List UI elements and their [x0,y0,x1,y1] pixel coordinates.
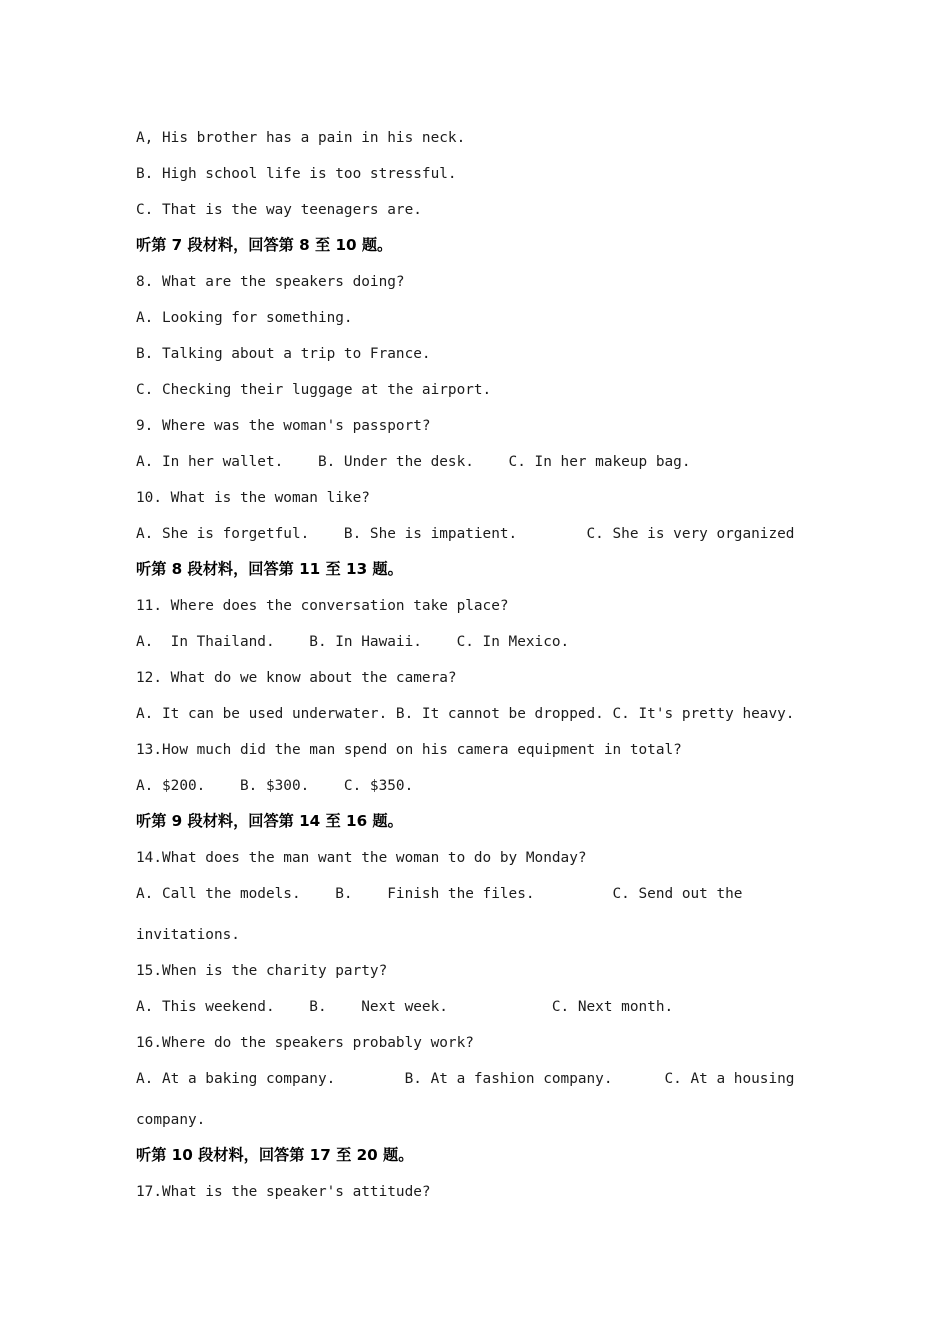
question-line: 12. What do we know about the camera? [136,670,457,686]
option-line: B. Talking about a trip to France. [136,346,431,362]
question-line: 11. Where does the conversation take place? [136,598,509,614]
option-line: A. This weekend. B. Next week. C. Next month. [136,999,674,1015]
option-line: invitations. [136,927,240,943]
option-line: A. At a baking company. B. At a fashion company. C. At a housing [136,1071,795,1087]
option-line: A. Looking for something. [136,310,353,326]
option-line: company. [136,1112,206,1128]
option-line: C. Checking their luggage at the airport. [136,382,492,398]
option-line: A. In Thailand. B. In Hawaii. C. In Mexico. [136,634,570,650]
question-line: 16.Where do the speakers probably work? [136,1035,474,1051]
section-heading: 听第 7 段材料，回答第 8 至 10 题。 [136,236,393,254]
option-line: A. She is forgetful. B. She is impatient. C. She is very organized [136,526,795,542]
question-line: 9. Where was the woman's passport? [136,418,431,434]
option-line: A. In her wallet. B. Under the desk. C. In her makeup bag. [136,454,691,470]
question-line: 10. What is the woman like? [136,490,370,506]
question-line: 8. What are the speakers doing? [136,274,405,290]
option-line: A, His brother has a pain in his neck. [136,130,466,146]
question-line: 14.What does the man want the woman to do by Monday? [136,850,587,866]
question-line: 15.When is the charity party? [136,963,388,979]
option-line: A. It can be used underwater. B. It cannot be dropped. C. It's pretty heavy. [136,706,795,722]
option-line: C. That is the way teenagers are. [136,202,422,218]
question-line: 17.What is the speaker's attitude? [136,1184,431,1200]
option-line: A. $200. B. $300. C. $350. [136,778,414,794]
section-heading: 听第 10 段材料，回答第 17 至 20 题。 [136,1146,414,1164]
question-line: 13.How much did the man spend on his camera equipment in total? [136,742,682,758]
option-line: B. High school life is too stressful. [136,166,457,182]
section-heading: 听第 9 段材料，回答第 14 至 16 题。 [136,812,403,830]
option-line: A. Call the models. B. Finish the files. C. Send out the [136,886,743,902]
section-heading: 听第 8 段材料，回答第 11 至 13 题。 [136,560,403,578]
